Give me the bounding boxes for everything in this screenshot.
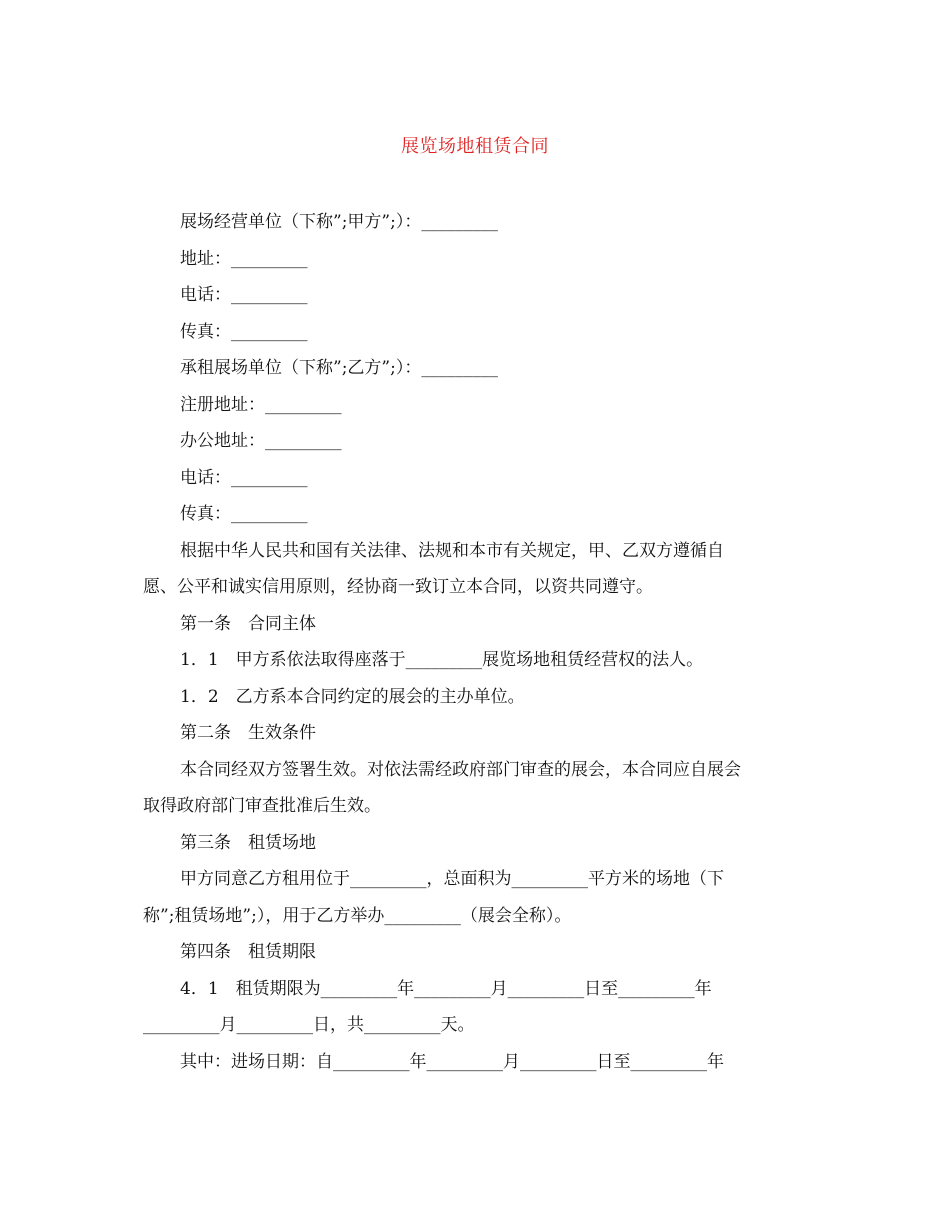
document-line: 愿、公平和诚实信用原则，经协商一致订立本合同，以资共同遵守。	[143, 577, 653, 597]
document-line: 第三条 租赁场地	[180, 832, 316, 853]
document-line: 称”;租赁场地”;），用于乙方举办_________（展会全称）。	[143, 905, 572, 926]
document-line: 甲方同意乙方租用位于_________，总面积为_________平方米的场地（下	[180, 869, 724, 889]
document-line: 第一条 合同主体	[180, 613, 316, 634]
document-line: 1．1 甲方系依法取得座落于_________展览场地租赁经营权的法人。	[180, 650, 704, 670]
document-line: 传真：_________	[180, 504, 308, 524]
document-line: _________月_________日，共_________天。	[143, 1015, 475, 1035]
document-line: 电话：_________	[180, 285, 308, 305]
document-line: 地址：_________	[180, 248, 308, 269]
document-body	[143, 204, 805, 1080]
document-line: 第二条 生效条件	[180, 723, 316, 743]
document-line: 第四条 租赁期限	[180, 942, 316, 962]
document-line: 展场经营单位（下称”;甲方”;）：_________	[180, 212, 498, 232]
document-line: 传真：_________	[180, 321, 308, 342]
document-line: 其中：进场日期：自_________年_________月_________日至_________年	[180, 1051, 724, 1072]
document-line: 1．2 乙方系本合同约定的展会的主办单位。	[180, 686, 525, 707]
document-title: 展览场地租赁合同	[401, 136, 549, 157]
document-line: 注册地址：_________	[180, 394, 342, 415]
document-line: 取得政府部门审查批准后生效。	[143, 796, 381, 816]
document-line: 4．1 租赁期限为_________年_________月_________日至_________年	[180, 978, 712, 999]
document-line: 办公地址：_________	[180, 431, 342, 451]
document-line: 本合同经双方签署生效。对依法需经政府部门审查的展会，本合同应自展会	[180, 759, 741, 780]
document-line: 承租展场单位（下称”;乙方”;）：_________	[180, 358, 498, 378]
document-line: 电话：_________	[180, 467, 308, 488]
document-line: 根据中华人民共和国有关法律、法规和本市有关规定，甲、乙双方遵循自	[180, 540, 724, 561]
